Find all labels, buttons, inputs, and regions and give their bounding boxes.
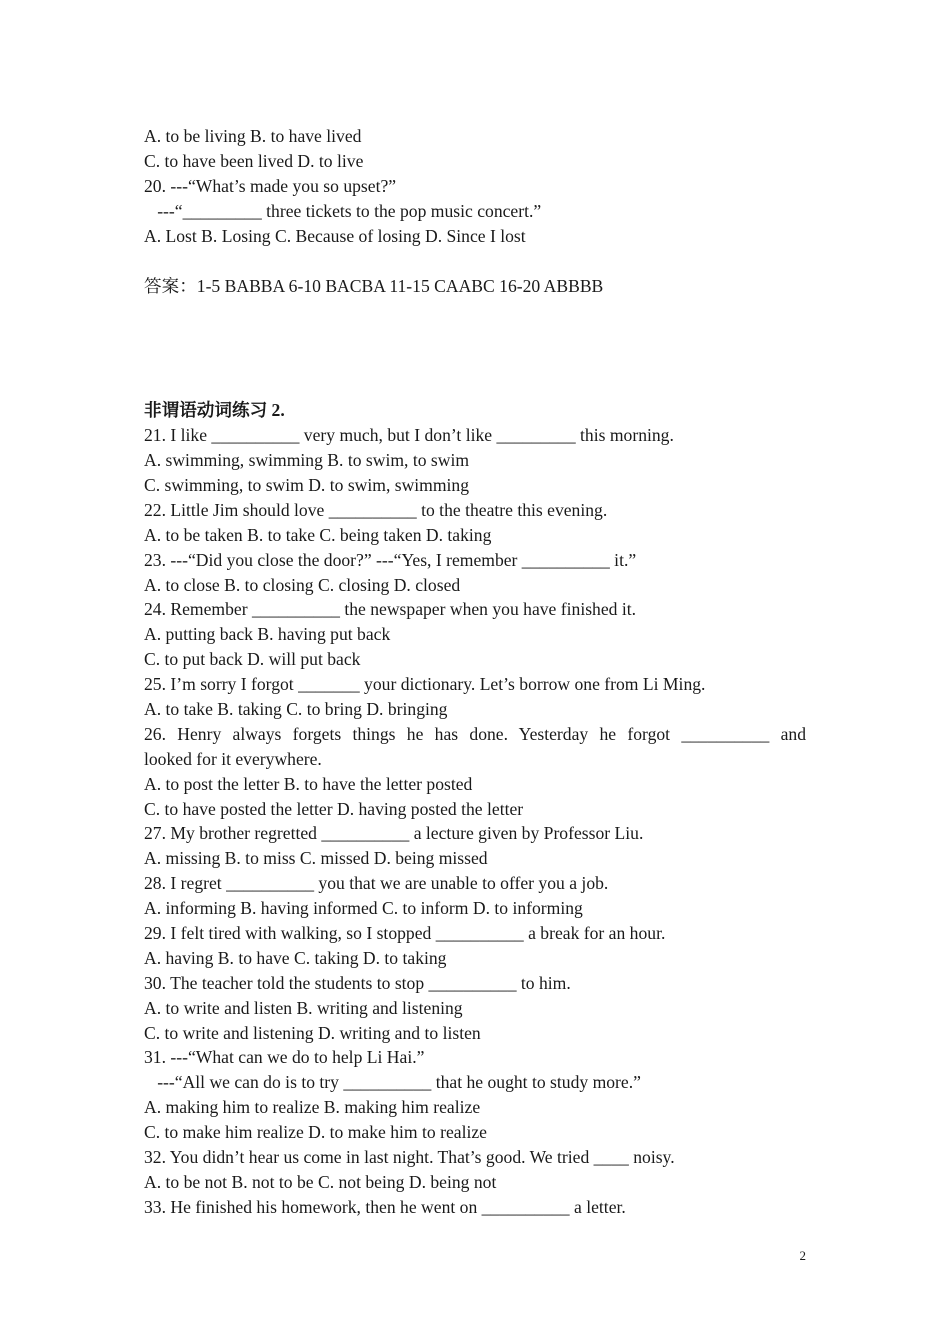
- question-line: 22. Little Jim should love __________ to the theatre this evening.: [144, 500, 608, 520]
- option-line: C. to make him realize D. to make him to realize: [144, 1122, 487, 1142]
- section-heading: 非谓语动词练习 2.: [144, 400, 285, 420]
- question-line: looked for it everywhere.: [144, 749, 322, 769]
- page-number: 2: [799, 1248, 806, 1263]
- question-line: 27. My brother regretted __________ a lecture given by Professor Liu.: [144, 823, 644, 843]
- question-line: 28. I regret __________ you that we are unable to offer you a job.: [144, 873, 609, 893]
- question-line: ---“All we can do is to try __________ that he ought to study more.”: [144, 1072, 641, 1092]
- question-line: 31. ---“What can we do to help Li Hai.”: [144, 1047, 425, 1067]
- option-line: A. to close B. to closing C. closing D. closed: [144, 575, 461, 595]
- option-line: C. to have been lived D. to live: [144, 151, 364, 171]
- question-line: 21. I like __________ very much, but I don’t like _________ this morning.: [144, 425, 674, 445]
- question-line: 25. I’m sorry I forgot _______ your dictionary. Let’s borrow one from Li Ming.: [144, 674, 706, 694]
- option-line: A. making him to realize B. making him realize: [144, 1097, 481, 1117]
- option-line: A. to take B. taking C. to bring D. bringing: [144, 699, 448, 719]
- option-line: A. to be living B. to have lived: [144, 126, 362, 146]
- question-line: 24. Remember __________ the newspaper when you have finished it.: [144, 599, 637, 619]
- option-line: A. missing B. to miss C. missed D. being missed: [144, 848, 488, 868]
- question-line: 29. I felt tired with walking, so I stopped __________ a break for an hour.: [144, 923, 666, 943]
- question-line: 26. Henry always forgets things he has done. Yesterday he forgot __________ and: [144, 724, 806, 744]
- question-line: 33. He finished his homework, then he went on __________ a letter.: [144, 1197, 626, 1217]
- option-line: A. to post the letter B. to have the letter posted: [144, 774, 473, 794]
- option-line: A. informing B. having informed C. to inform D. to informing: [144, 898, 583, 918]
- option-line: A. swimming, swimming B. to swim, to swim: [144, 450, 470, 470]
- option-line: A. having B. to have C. taking D. to taking: [144, 948, 447, 968]
- question-line: 20. ---“What’s made you so upset?”: [144, 176, 397, 196]
- option-line: A. putting back B. having put back: [144, 624, 391, 644]
- option-line: C. to put back D. will put back: [144, 649, 361, 669]
- option-line: A. to be taken B. to take C. being taken D. taking: [144, 525, 492, 545]
- question-line: 23. ---“Did you close the door?” ---“Yes, I remember __________ it.”: [144, 550, 637, 570]
- question-line: 32. You didn’t hear us come in last night. That’s good. We tried ____ noisy.: [144, 1147, 675, 1167]
- option-line: A. to write and listen B. writing and listening: [144, 998, 463, 1018]
- answer-key: 答案：1-5 BABBA 6-10 BACBA 11-15 CAABC 16-20 ABBBB: [144, 276, 604, 296]
- question-line: 30. The teacher told the students to stop __________ to him.: [144, 973, 571, 993]
- option-line: A. to be not B. not to be C. not being D. being not: [144, 1172, 497, 1192]
- option-line: C. swimming, to swim D. to swim, swimming: [144, 475, 470, 495]
- option-line: C. to have posted the letter D. having posted the letter: [144, 799, 524, 819]
- question-line: ---“_________ three tickets to the pop music concert.”: [144, 201, 542, 221]
- option-line: C. to write and listening D. writing and to listen: [144, 1023, 481, 1043]
- option-line: A. Lost B. Losing C. Because of losing D. Since I lost: [144, 226, 526, 246]
